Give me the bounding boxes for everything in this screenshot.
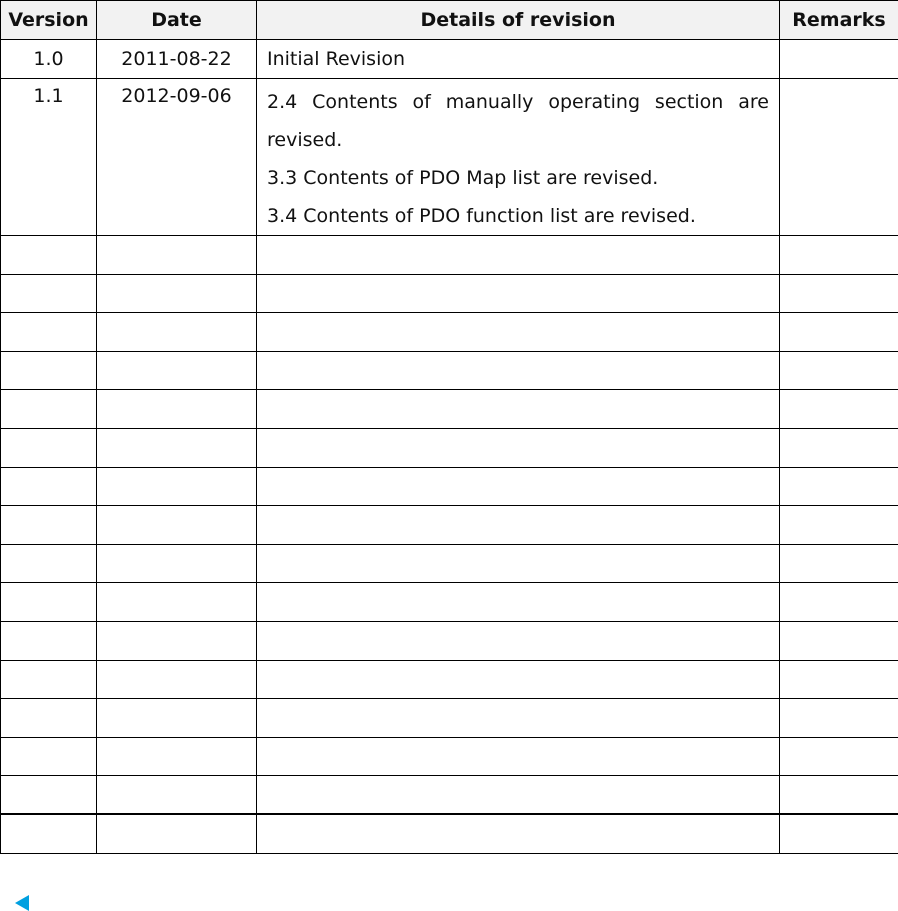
cell-version bbox=[1, 621, 97, 660]
cell-details bbox=[257, 236, 780, 275]
cell-version bbox=[1, 544, 97, 583]
cell-version bbox=[1, 583, 97, 622]
cell-version bbox=[1, 351, 97, 390]
cell-version bbox=[1, 776, 97, 815]
cell-date bbox=[97, 583, 257, 622]
detail-line: Initial Revision bbox=[267, 48, 406, 70]
cell-date bbox=[97, 313, 257, 352]
table-row bbox=[1, 40, 898, 79]
cell-remarks bbox=[780, 544, 898, 583]
cell-details bbox=[257, 621, 780, 660]
cell-date bbox=[97, 660, 257, 699]
cell-remarks bbox=[780, 583, 898, 622]
cell-date bbox=[97, 699, 257, 738]
cell-date bbox=[97, 274, 257, 313]
cell-details bbox=[257, 814, 780, 853]
detail-line: 3.3 Contents of PDO Map list are revised. bbox=[267, 167, 659, 189]
cell-details bbox=[257, 699, 780, 738]
header-details: Details of revision bbox=[257, 1, 780, 40]
cell-remarks bbox=[780, 660, 898, 699]
cell-version: 1.0 bbox=[1, 40, 97, 79]
table-row bbox=[1, 544, 898, 583]
cell-date bbox=[97, 428, 257, 467]
cell-remarks bbox=[780, 621, 898, 660]
left-triangle-icon[interactable] bbox=[15, 895, 29, 911]
cell-remarks bbox=[780, 776, 898, 815]
cell-version bbox=[1, 390, 97, 429]
cell-remarks bbox=[780, 79, 898, 236]
cell-date: 2011-08-22 bbox=[97, 40, 257, 79]
cell-version bbox=[1, 737, 97, 776]
cell-version bbox=[1, 467, 97, 506]
cell-details bbox=[257, 776, 780, 815]
cell-remarks bbox=[780, 506, 898, 545]
table-row bbox=[1, 506, 898, 545]
cell-details bbox=[257, 583, 780, 622]
cell-version bbox=[1, 236, 97, 275]
table-row bbox=[1, 583, 898, 622]
detail-line: 2.4 Contents of manually operating section are bbox=[267, 91, 769, 113]
detail-line: 3.4 Contents of PDO function list are revised. bbox=[267, 205, 696, 227]
cell-remarks bbox=[780, 40, 898, 79]
cell-version bbox=[1, 699, 97, 738]
cell-remarks bbox=[780, 467, 898, 506]
cell-date bbox=[97, 467, 257, 506]
table-row bbox=[1, 274, 898, 313]
cell-details bbox=[257, 660, 780, 699]
cell-details bbox=[257, 428, 780, 467]
table-header-row bbox=[1, 1, 898, 40]
table-row bbox=[1, 236, 898, 275]
header-remarks: Remarks bbox=[780, 1, 898, 40]
table-row bbox=[1, 814, 898, 853]
cell-details bbox=[257, 737, 780, 776]
cell-remarks bbox=[780, 313, 898, 352]
cell-version bbox=[1, 506, 97, 545]
table-row bbox=[1, 390, 898, 429]
cell-date bbox=[97, 236, 257, 275]
cell-details bbox=[257, 544, 780, 583]
cell-details bbox=[257, 467, 780, 506]
table-row bbox=[1, 621, 898, 660]
cell-details bbox=[257, 40, 780, 79]
table-row bbox=[1, 428, 898, 467]
cell-version bbox=[1, 660, 97, 699]
cell-date bbox=[97, 390, 257, 429]
header-version: Version bbox=[1, 1, 97, 40]
table-row bbox=[1, 660, 898, 699]
detail-line: revised. bbox=[267, 129, 343, 151]
table-row bbox=[1, 699, 898, 738]
table-row bbox=[1, 79, 898, 236]
cell-remarks bbox=[780, 428, 898, 467]
cell-details bbox=[257, 506, 780, 545]
table-row bbox=[1, 776, 898, 815]
cell-details bbox=[257, 390, 780, 429]
cell-date bbox=[97, 814, 257, 853]
cell-version bbox=[1, 428, 97, 467]
header-date: Date bbox=[97, 1, 257, 40]
cell-remarks bbox=[780, 737, 898, 776]
cell-date: 2012-09-06 bbox=[97, 79, 257, 236]
table-row bbox=[1, 313, 898, 352]
table-row bbox=[1, 737, 898, 776]
cell-date bbox=[97, 621, 257, 660]
cell-details bbox=[257, 313, 780, 352]
cell-date bbox=[97, 351, 257, 390]
cell-date bbox=[97, 776, 257, 815]
cell-remarks bbox=[780, 390, 898, 429]
cell-remarks bbox=[780, 236, 898, 275]
cell-date bbox=[97, 544, 257, 583]
cell-remarks bbox=[780, 274, 898, 313]
cell-date bbox=[97, 737, 257, 776]
cell-remarks bbox=[780, 699, 898, 738]
cell-remarks bbox=[780, 814, 898, 853]
cell-details bbox=[257, 351, 780, 390]
cell-details bbox=[257, 274, 780, 313]
cell-version bbox=[1, 814, 97, 853]
table-body bbox=[1, 40, 898, 854]
cell-version bbox=[1, 274, 97, 313]
cell-details bbox=[257, 79, 780, 236]
cell-remarks bbox=[780, 351, 898, 390]
cell-version: 1.1 bbox=[1, 79, 97, 236]
cell-version bbox=[1, 313, 97, 352]
cell-date bbox=[97, 506, 257, 545]
table-row bbox=[1, 351, 898, 390]
table-row bbox=[1, 467, 898, 506]
